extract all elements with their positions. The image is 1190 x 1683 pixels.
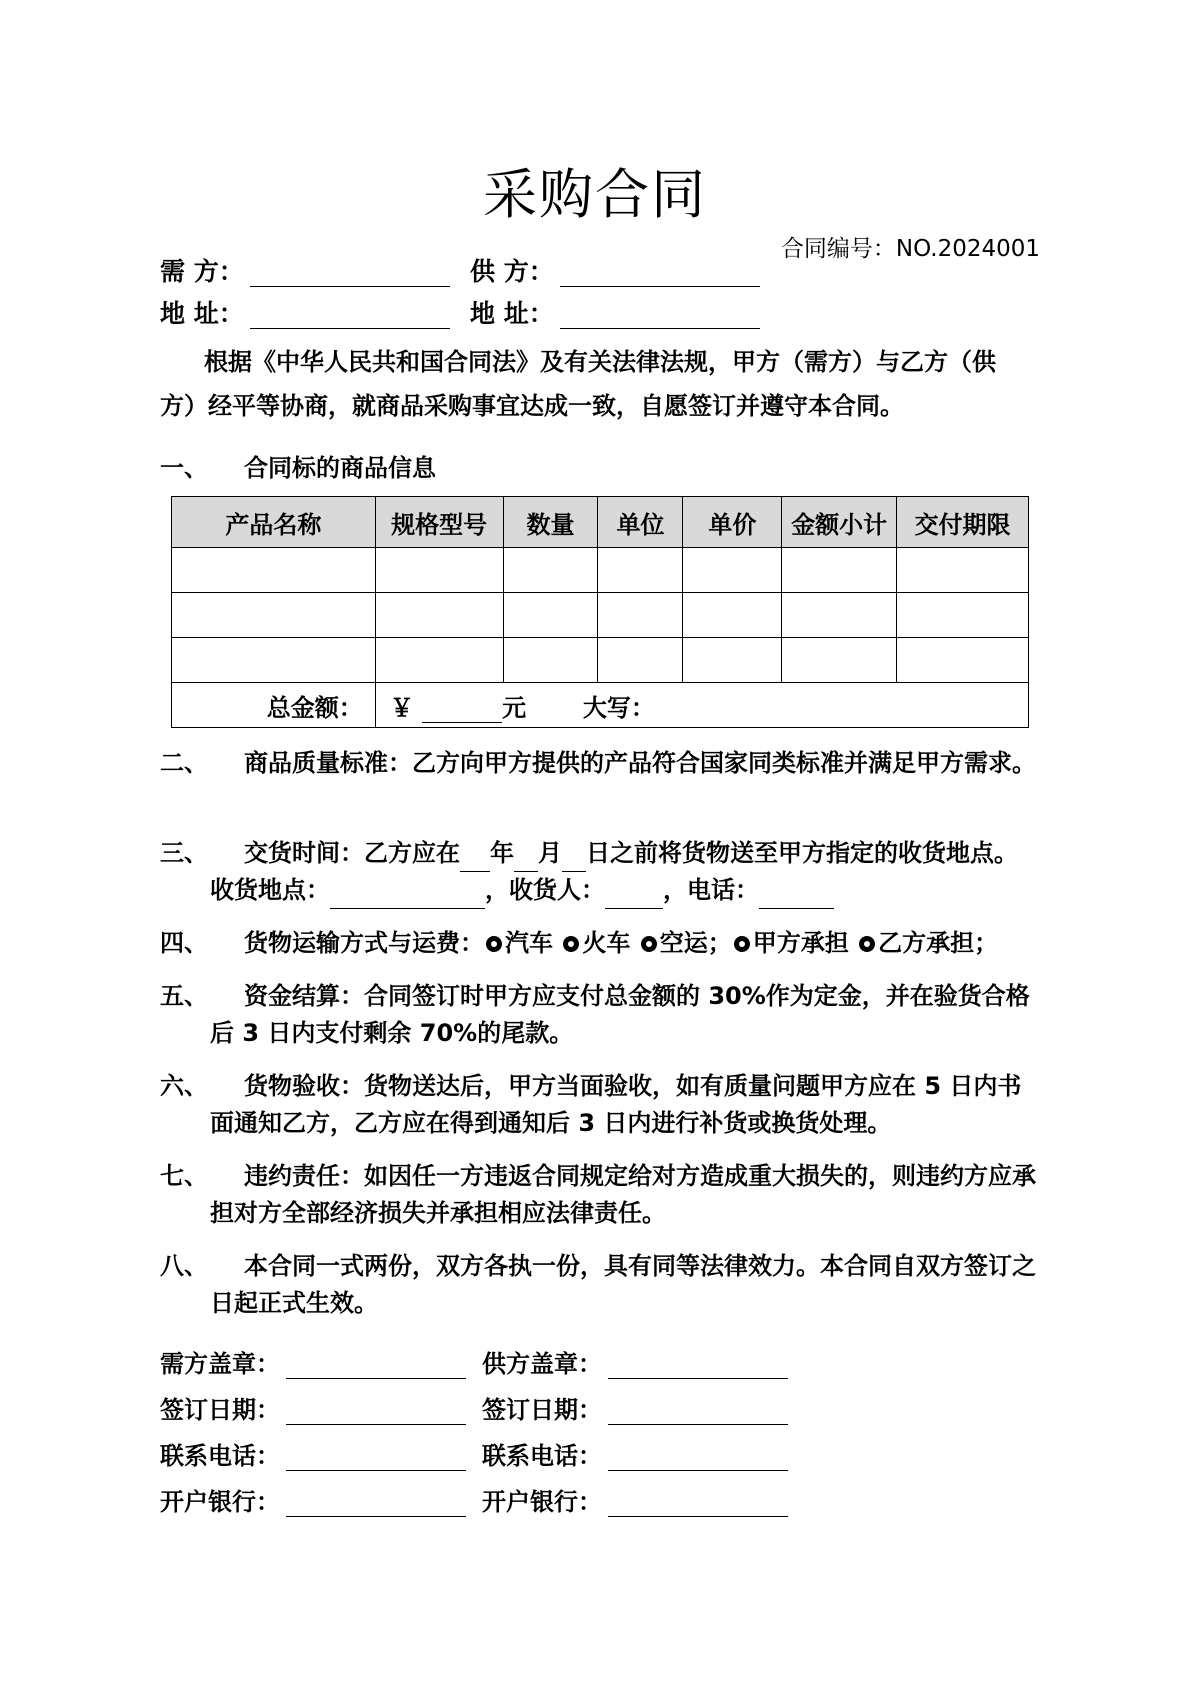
signature-row-bank [160,1486,1060,1518]
intro-paragraph [160,340,1040,428]
party-row-names [160,256,1060,288]
total-row [172,683,1029,728]
clause-6-number: 六、 [160,1072,208,1100]
clause-2-text: 商品质量标准：乙方向甲方提供的产品符合国家同类标准并满足甲方需求。 [244,749,1036,777]
radio-option-icon[interactable] [486,936,502,952]
radio-option-icon[interactable] [734,936,750,952]
clause-3-line-2 [210,872,1040,909]
intro-line-2: 方）经平等协商，就商品采购事宜达成一致，自愿签订并遵守本合同。 [160,392,904,420]
header-deadline: 交付期限 [897,497,1029,548]
header-unit: 单位 [598,497,683,548]
clause-2-number: 二、 [160,749,208,777]
table-row [172,593,1029,638]
table-cell[interactable] [598,638,683,683]
table-cell[interactable] [172,593,376,638]
table-cell[interactable] [503,548,598,593]
table-cell[interactable] [683,638,782,683]
goods-table [171,496,1029,728]
supplier-seal-blank[interactable] [608,1378,788,1379]
table-cell[interactable] [782,593,897,638]
buyer-phone-blank[interactable] [286,1470,466,1471]
table-cell[interactable] [172,638,376,683]
supplier-bank-blank[interactable] [608,1516,788,1517]
header-product-name: 产品名称 [172,497,376,548]
header-unit-price: 单价 [683,497,782,548]
clause-3-number: 三、 [160,839,208,867]
table-cell[interactable] [598,548,683,593]
buyer-seal-blank[interactable] [286,1378,466,1379]
year-blank[interactable] [460,845,490,872]
table-header-row [172,497,1029,548]
option-train: 火车 [582,929,631,957]
total-amount-cell [375,683,1028,728]
radio-option-icon[interactable] [563,936,579,952]
option-truck: 汽车 [505,929,553,957]
buyer-bank-label: 开户银行： [160,1488,280,1516]
supplier-address-blank[interactable] [560,328,760,329]
clause-7-text: 违约责任：如因任一方违返合同规定给对方造成重大损失的，则违约方应承担对方全部经济损失并承担相应法律责任。 [210,1162,1036,1227]
clause-6-text: 货物验收：货物送达后，甲方当面验收，如有质量问题甲方应在 5 日内书面通知乙方，乙方应在得到通知后 3 日内进行补货或换货处理。 [210,1072,1022,1137]
supplier-sign-date-label: 签订日期： [482,1396,602,1424]
total-amount-label: 总金额： [172,683,376,728]
table-cell[interactable] [782,548,897,593]
supplier-blank[interactable] [560,286,760,287]
receiving-address-label: 收货地点： [210,876,330,904]
supplier-sign-date-blank[interactable] [608,1424,788,1425]
table-row [172,548,1029,593]
buyer-blank[interactable] [250,286,450,287]
clause-3 [160,835,1040,909]
buyer-sign-date-label: 签订日期： [160,1396,280,1424]
signature-row-phone [160,1440,1060,1472]
buyer-bank-blank[interactable] [286,1516,466,1517]
clause-4-body [210,925,1080,962]
day-blank[interactable] [562,845,586,872]
clause-4-number: 四、 [160,929,208,957]
supplier-address-label: 地 址： [470,299,554,328]
yuan-label: 元 [502,693,527,722]
buyer-address-label: 地 址： [160,299,244,328]
table-cell[interactable] [683,548,782,593]
delivery-place-text: 日之前将货物送至甲方指定的收货地点。 [586,839,1018,867]
clause-5 [160,978,1040,1052]
clause-6 [160,1068,1040,1142]
supplier-phone-blank[interactable] [608,1470,788,1471]
table-row [172,638,1029,683]
year-label: 年 [490,839,514,867]
clause-2 [160,745,1040,782]
section-1-heading [160,452,436,484]
clause-3-body [210,835,1040,909]
header-quantity: 数量 [503,497,598,548]
supplier-label: 供 方： [470,257,554,286]
supplier-seal-label: 供方盖章： [482,1350,602,1378]
document-title: 采购合同 [483,163,707,226]
clause-7-number: 七、 [160,1162,208,1190]
phone-blank[interactable] [759,882,834,909]
receiver-blank[interactable] [605,882,663,909]
clause-8 [160,1248,1040,1322]
clause-7 [160,1158,1040,1232]
table-cell[interactable] [782,638,897,683]
table-cell[interactable] [897,638,1029,683]
supplier-bank-label: 开户银行： [482,1488,602,1516]
contract-number: 合同编号：NO.2024001 [780,236,1040,262]
table-cell[interactable] [375,593,503,638]
table-cell[interactable] [503,593,598,638]
option-buyer-pays: 甲方承担 [752,929,849,957]
phone-label: ，电话： [663,876,759,904]
intro-line-1: 根据《中华人民共和国合同法》及有关法律法规，甲方（需方）与乙方（供 [204,348,996,376]
clause-8-number: 八、 [160,1252,208,1280]
transport-label: 货物运输方式与运费： [244,929,484,957]
signature-row-date [160,1394,1060,1426]
section-1-title: 合同标的商品信息 [244,454,436,482]
total-amount-blank[interactable] [422,696,502,723]
clause-5-text: 资金结算：合同签订时甲方应支付总金额的 30%作为定金，并在验货合格后 3 日内支付剩余 70%的尾款。 [210,982,1030,1047]
clause-8-text: 本合同一式两份，双方各执一份，具有同等法律效力。本合同自双方签订之日起正式生效。 [210,1252,1036,1317]
party-row-address [160,298,1060,330]
clause-4 [160,925,1080,962]
table-cell[interactable] [375,638,503,683]
receiving-address-blank[interactable] [330,882,485,909]
month-blank[interactable] [514,845,538,872]
table-cell[interactable] [683,593,782,638]
table-cell[interactable] [598,593,683,638]
buyer-label: 需 方： [160,257,244,286]
table-cell[interactable] [897,593,1029,638]
buyer-sign-date-blank[interactable] [286,1424,466,1425]
option-supplier-pays: 乙方承担； [878,929,999,957]
amount-in-words-label: 大写： [582,693,655,722]
radio-option-icon[interactable] [641,936,657,952]
table-cell[interactable] [503,638,598,683]
header-subtotal: 金额小计 [782,497,897,548]
table-cell[interactable] [375,548,503,593]
header-spec: 规格型号 [375,497,503,548]
table-cell[interactable] [897,548,1029,593]
signature-row-seal [160,1348,1060,1380]
section-1-number: 一、 [160,454,208,482]
option-air: 空运； [659,929,732,957]
currency-symbol: ￥ [389,693,414,722]
buyer-seal-label: 需方盖章： [160,1350,280,1378]
buyer-phone-label: 联系电话： [160,1442,280,1470]
radio-option-icon[interactable] [859,936,875,952]
receiver-label: ，收货人： [485,876,605,904]
clause-5-number: 五、 [160,982,208,1010]
buyer-address-blank[interactable] [250,328,450,329]
supplier-phone-label: 联系电话： [482,1442,602,1470]
delivery-time-text: 交货时间：乙方应在 [244,839,460,867]
table-cell[interactable] [172,548,376,593]
month-label: 月 [538,839,562,867]
